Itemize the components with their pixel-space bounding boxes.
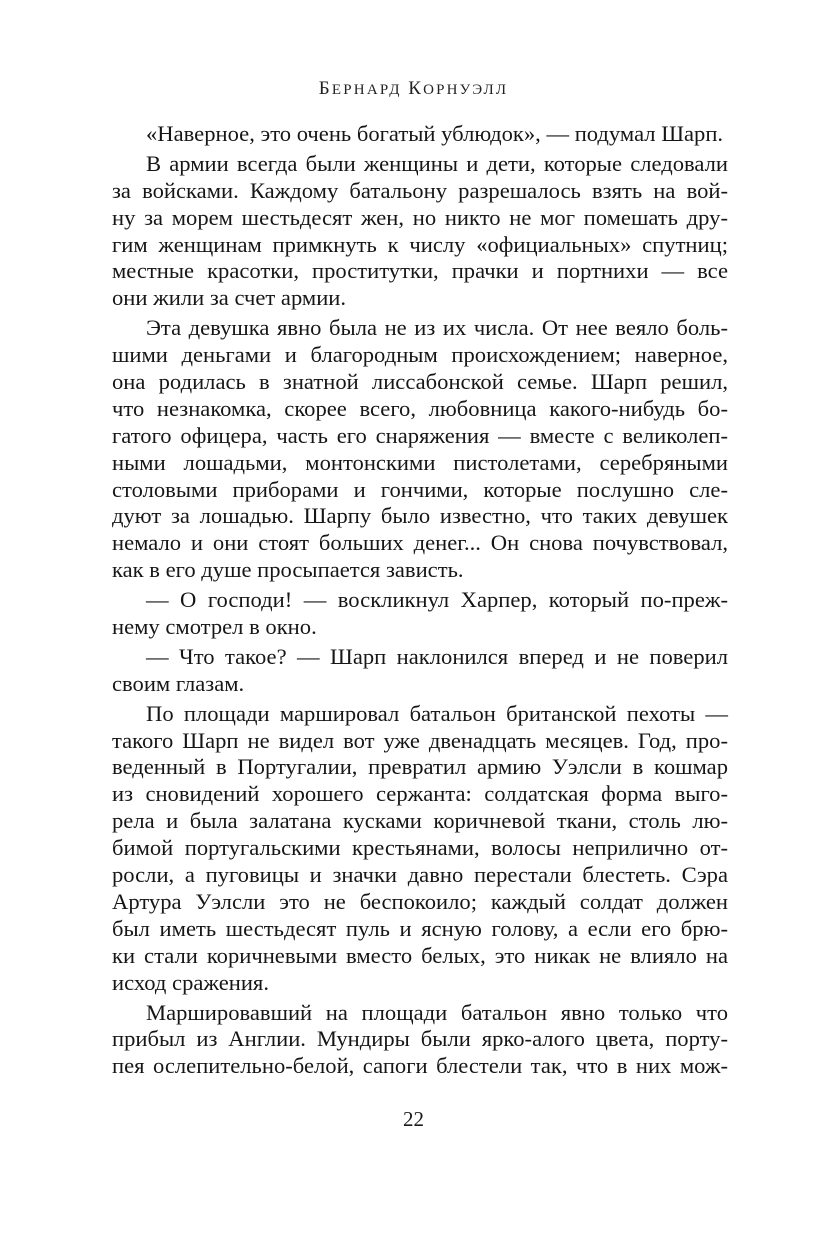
- text-line: исход сражения.: [112, 969, 269, 995]
- paragraph: [112, 587, 728, 641]
- text-line: — О господи! — воскликнул Харпер, который по-преж-: [146, 587, 728, 613]
- paragraph: [112, 121, 728, 148]
- text-line: нему смотрел в окно.: [112, 614, 317, 640]
- text-line: гим женщинам примкнуть к числу «официальных» спутниц;: [112, 231, 728, 257]
- text-line: за войсками. Каждому батальону разрешалось взять на вой-: [112, 177, 728, 203]
- text-line: росли, а пуговицы и значки давно перестали блестеть. Сэра: [112, 862, 728, 888]
- text-line: прибыл из Англии. Мундиры были ярко-алого цвета, порту-: [112, 1026, 728, 1052]
- text-line: веденный в Португалии, превратил армию Уэлсли в кошмар: [112, 754, 728, 780]
- text-line: они жили за счет армии.: [112, 285, 347, 311]
- text-line: своим глазам.: [112, 670, 245, 696]
- text-line: такого Шарп не видел вот уже двенадцать месяцев. Год, про-: [112, 727, 728, 753]
- text-line: В армии всегда были женщины и дети, которые следовали: [146, 150, 728, 176]
- text-line: рела и была залатана кусками коричневой ткани, столь лю-: [112, 808, 728, 834]
- text-line: Маршировавший на площади батальон явно только что: [146, 999, 728, 1025]
- text-line: ну за морем шестьдесят жен, но никто не мог помешать дру-: [112, 204, 728, 230]
- text-line: местные красотки, проститутки, прачки и портнихи — все: [112, 258, 728, 284]
- text-line: шими деньгами и благородным происхождением; наверное,: [112, 342, 728, 368]
- text-line: пея ослепительно-белой, сапоги блестели так, что в них мож-: [112, 1053, 728, 1079]
- text-line: что незнакомка, скорее всего, любовница какого-нибудь бо-: [112, 395, 728, 421]
- text-line: немало и они стоят больших денег... Он снова почувствовал,: [112, 530, 728, 556]
- paragraph: [112, 1000, 728, 1081]
- paragraph: [112, 644, 728, 698]
- text-line: ными лошадьми, монтонскими пистолетами, серебряными: [112, 449, 728, 475]
- text-line: как в его душе просыпается зависть.: [112, 557, 464, 583]
- text-line: бимой португальскими крестьянами, волосы неприлично от-: [112, 835, 728, 861]
- text-line: дуют за лошадью. Шарпу было известно, что таких девушек: [112, 503, 728, 529]
- text-line: — Что такое? — Шарп наклонился вперед и не поверил: [146, 643, 728, 669]
- text-line: ки стали коричневыми вместо белых, это никак не влияло на: [112, 942, 728, 968]
- running-head-author: БЕРНАРД КОРНУЭЛЛ: [318, 78, 509, 99]
- text-line: По площади маршировал батальон британской пехоты —: [146, 700, 728, 726]
- paragraph: [112, 315, 728, 584]
- text-line: она родилась в знатной лиссабонской семье. Шарп решил,: [112, 369, 728, 395]
- text-line: Эта девушка явно была не из их числа. От нее веяло боль-: [146, 315, 728, 341]
- text-line: гатого офицера, часть его снаряжения — вместе с великолеп-: [112, 422, 728, 448]
- text-line: столовыми приборами и гончими, которые послушно сле-: [112, 476, 728, 502]
- text-line: из сновидений хорошего сержанта: солдатская форма выго-: [112, 781, 728, 807]
- text-line: «Наверное, это очень богатый ублюдок», — подумал Шарп.: [146, 121, 724, 146]
- body-text: [112, 121, 728, 1080]
- page-number: 22: [403, 1107, 424, 1131]
- text-line: Артура Уэлсли это не беспокоило; каждый солдат должен: [112, 888, 728, 914]
- paragraph: [112, 151, 728, 312]
- paragraph: [112, 701, 728, 997]
- text-line: был иметь шестьдесят пуль и ясную голову, а если его брю-: [112, 915, 728, 941]
